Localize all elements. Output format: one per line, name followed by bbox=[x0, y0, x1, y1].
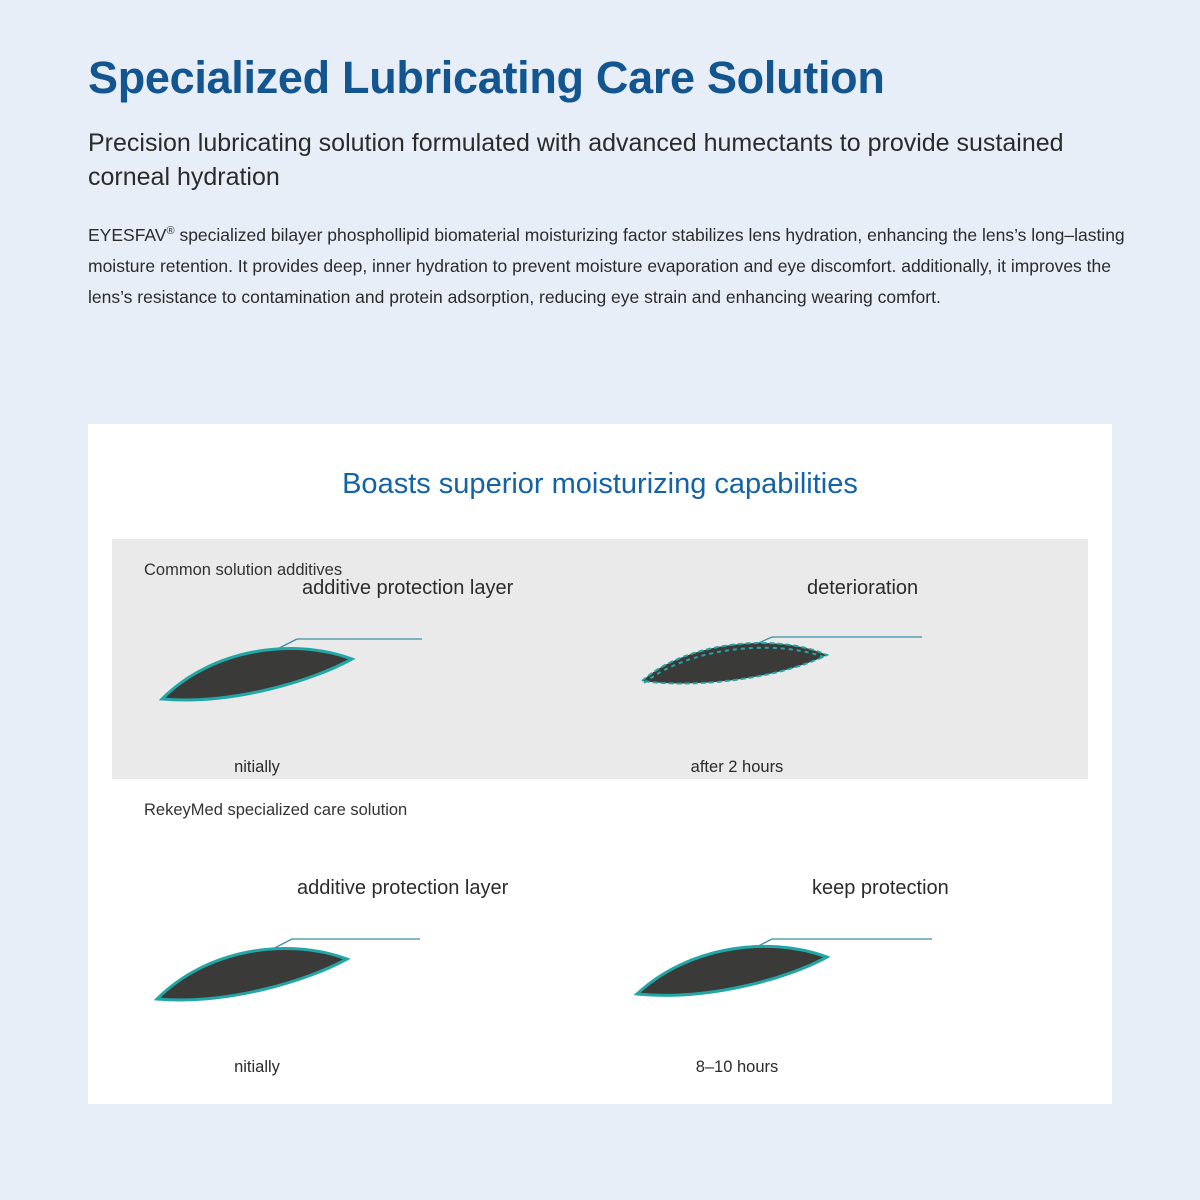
lens-unit-rekeymed-initial bbox=[152, 877, 572, 1076]
caption-common-after: after 2 hours bbox=[690, 758, 784, 776]
lens-unit-common-initial bbox=[152, 577, 572, 776]
comparison-card bbox=[88, 424, 1112, 1104]
callout-rekeymed-initial: additive protection layer bbox=[297, 877, 509, 899]
caption-rekeymed-after: 8–10 hours bbox=[695, 1058, 779, 1076]
page-title: Specialized Lubricating Care Solution bbox=[88, 52, 885, 103]
lens-row-rekeymed bbox=[112, 779, 1088, 1076]
lens-diagram-smooth-right-2 bbox=[632, 889, 1052, 1049]
panel-label-common: Common solution additives bbox=[144, 561, 343, 579]
page-subtitle: Precision lubricating solution formulated with advanced humectants to provide sustained corneal hydration bbox=[88, 128, 1064, 191]
panel-label-rekeymed: RekeyMed specialized care solution bbox=[144, 801, 408, 819]
callout-rekeymed-after: keep protection bbox=[812, 877, 949, 899]
lens-unit-rekeymed-after bbox=[632, 877, 1052, 1076]
panel-common-solution bbox=[112, 539, 1088, 779]
caption-rekeymed-initial: nitially bbox=[234, 1058, 280, 1076]
lens-unit-common-after bbox=[632, 577, 1052, 776]
lens-diagram-deteriorated-right bbox=[632, 589, 1052, 749]
card-title: Boasts superior moisturizing capabilities bbox=[342, 468, 858, 500]
body-paragraph: EYESFAV® specialized bilayer phosphollipid biomaterial moisturizing factor stabilizes lens hydration, enhancing the lens’s long–lasting moisture retention. It provides deep, inner hydration to prevent moisture evaporation and eye discomfort. additionally, it improves the lens’s resistance to contamination and protein adsorption, reducing eye strain and enhancing wearing comfort. bbox=[88, 224, 1125, 308]
caption-common-initial: nitially bbox=[234, 758, 280, 776]
lens-diagram-smooth-left-2 bbox=[152, 889, 572, 1049]
lens-row-common bbox=[112, 539, 1088, 779]
lens-diagram-smooth-left bbox=[152, 589, 572, 749]
panel-rekeymed-solution bbox=[112, 779, 1088, 1076]
callout-common-initial: additive protection layer bbox=[302, 577, 514, 599]
callout-common-after: deterioration bbox=[807, 577, 919, 599]
